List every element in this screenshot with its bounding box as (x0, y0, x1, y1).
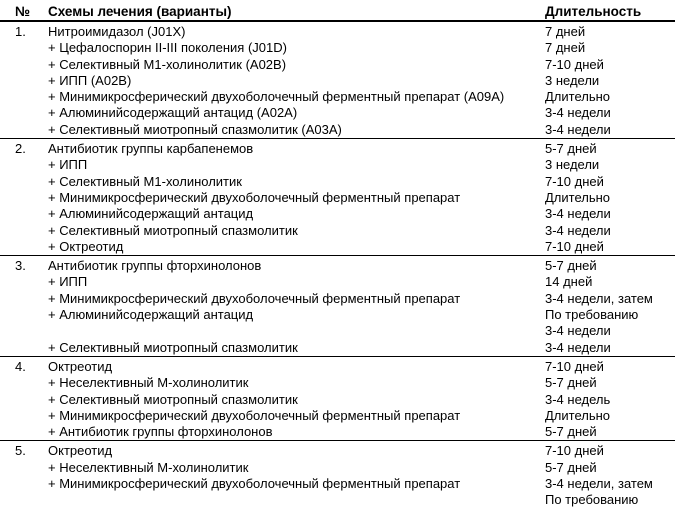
duration-cell: 5-7 дней (545, 258, 597, 274)
table-row (0, 375, 675, 391)
table-row (0, 190, 675, 206)
row-number (0, 190, 48, 206)
row-number (0, 73, 48, 89)
scheme-cell: + Антибиотик группы фторхинолонов (48, 424, 273, 440)
scheme-cell: + Селективный миотропный спазмолитик (А03А) (48, 121, 342, 137)
row-number (0, 476, 48, 492)
duration-cell: 7 дней (545, 40, 586, 56)
table-row (0, 73, 675, 89)
row-number (0, 392, 48, 408)
scheme-cell: + Алюминийсодержащий антацид (48, 307, 254, 323)
row-number: 2. (15, 141, 26, 157)
scheme-cell: + Неселективный М-холинолитик (48, 459, 249, 475)
table-row (0, 57, 675, 73)
duration-cell: 3-4 недели (545, 323, 611, 339)
duration-cell: 3-4 недели, затем (545, 290, 653, 306)
row-number: 4. (15, 358, 26, 374)
row-number (0, 307, 48, 323)
header-number: № (15, 4, 31, 19)
table-row (0, 424, 675, 440)
scheme-cell: + Алюминийсодержащий антацид (48, 206, 254, 222)
duration-cell: Длительно (545, 89, 611, 105)
row-number (0, 492, 48, 508)
row-number (0, 206, 48, 222)
table-row (0, 307, 675, 323)
duration-cell: 3 недели (545, 72, 600, 88)
row-number (0, 223, 48, 239)
table-row (0, 274, 675, 290)
scheme-cell: + Минимикросферический двухоболочечный ферментный препарат (48, 189, 461, 205)
table-row (0, 139, 675, 157)
scheme-cell: + Алюминийсодержащий антацид (А02А) (48, 105, 298, 121)
duration-cell: 7-10 дней (545, 238, 604, 254)
duration-cell: 5-7 дней (545, 141, 597, 157)
table-row (0, 476, 675, 492)
table-section (0, 22, 675, 138)
duration-cell: 7-10 дней (545, 443, 604, 459)
duration-cell: 3-4 недели (545, 105, 611, 121)
table-section (0, 356, 675, 440)
scheme-cell: + Минимикросферический двухоболочечный ферментный препарат (48, 476, 461, 492)
scheme-cell: + Неселективный М-холинолитик (48, 375, 249, 391)
scheme-cell: Антибиотик группы фторхинолонов (48, 258, 262, 274)
duration-cell: 3-4 недели, затем (545, 476, 653, 492)
duration-cell: 7-10 дней (545, 173, 604, 189)
scheme-cell: Антибиотик группы карбапенемов (48, 141, 254, 157)
row-number (0, 375, 48, 391)
row-number (0, 408, 48, 424)
scheme-cell: + ИПП (48, 157, 88, 173)
row-number (0, 291, 48, 307)
duration-cell: По требованию (545, 492, 639, 508)
table-section (0, 255, 675, 356)
scheme-cell: + Цефалоспорин II-III поколения (J01D) (48, 40, 287, 56)
scheme-cell: + Минимикросферический двухоболочечный ферментный препарат (А09А) (48, 89, 505, 105)
scheme-cell: + ИПП (48, 274, 88, 290)
row-number (0, 274, 48, 290)
table-row (0, 89, 675, 105)
table-row (0, 392, 675, 408)
row-number (0, 105, 48, 121)
header-scheme: Схемы лечения (варианты) (48, 4, 232, 19)
scheme-cell: + ИПП (А02В) (48, 72, 132, 88)
table-row (0, 408, 675, 424)
table-section (0, 138, 675, 255)
table-row (0, 323, 675, 339)
duration-cell: 14 дней (545, 274, 593, 290)
row-number (0, 239, 48, 255)
row-number: 5. (15, 443, 26, 459)
table-section (0, 440, 675, 508)
header-duration: Длительность (545, 4, 642, 19)
row-number (0, 460, 48, 476)
row-number (0, 157, 48, 173)
scheme-cell: + Селективный миотропный спазмолитик (48, 339, 298, 355)
scheme-cell: + Селективный М1-холинолитик (А02В) (48, 56, 287, 72)
row-number: 1. (15, 24, 26, 39)
table-row (0, 441, 675, 459)
table-row (0, 223, 675, 239)
scheme-cell: + Селективный миотропный спазмолитик (48, 391, 298, 407)
scheme-cell: + Селективный миотропный спазмолитик (48, 222, 298, 238)
duration-cell: 7-10 дней (545, 358, 604, 374)
scheme-cell (48, 323, 545, 339)
duration-cell: 7-10 дней (545, 56, 604, 72)
scheme-cell: + Октреотид (48, 238, 124, 254)
duration-cell: 7 дней (545, 24, 586, 39)
duration-cell: 3-4 недель (545, 391, 611, 407)
scheme-cell: + Минимикросферический двухоболочечный ферментный препарат (48, 290, 461, 306)
duration-cell: 3-4 недели (545, 206, 611, 222)
row-number (0, 89, 48, 105)
table-row (0, 357, 675, 375)
table-header-row (0, 0, 675, 22)
scheme-cell: Нитроимидазол (J01X) (48, 24, 186, 39)
scheme-cell (48, 492, 545, 508)
table-body (0, 22, 675, 509)
row-number (0, 174, 48, 190)
table-row (0, 174, 675, 190)
duration-cell: 5-7 дней (545, 375, 597, 391)
table-row (0, 105, 675, 121)
table-row (0, 22, 675, 40)
row-number (0, 57, 48, 73)
table-row (0, 340, 675, 356)
duration-cell: 3-4 недели (545, 222, 611, 238)
row-number (0, 340, 48, 356)
row-number (0, 424, 48, 440)
table-row (0, 206, 675, 222)
scheme-cell: + Селективный М1-холинолитик (48, 173, 242, 189)
duration-cell: По требованию (545, 307, 639, 323)
duration-cell: 3-4 недели (545, 339, 611, 355)
duration-cell: 3 недели (545, 157, 600, 173)
duration-cell: 5-7 дней (545, 424, 597, 440)
table-row (0, 157, 675, 173)
scheme-cell: Октреотид (48, 443, 113, 459)
scheme-cell: + Минимикросферический двухоболочечный ферментный препарат (48, 407, 461, 423)
table-row (0, 291, 675, 307)
row-number: 3. (15, 258, 26, 274)
table-row (0, 256, 675, 274)
row-number (0, 323, 48, 339)
table-row (0, 40, 675, 56)
table-row (0, 122, 675, 138)
table-row (0, 239, 675, 255)
duration-cell: Длительно (545, 407, 611, 423)
row-number (0, 122, 48, 138)
scheme-cell: Октреотид (48, 358, 113, 374)
duration-cell: Длительно (545, 189, 611, 205)
table-row (0, 460, 675, 476)
duration-cell: 5-7 дней (545, 459, 597, 475)
row-number (0, 40, 48, 56)
table-row (0, 492, 675, 508)
duration-cell: 3-4 недели (545, 121, 611, 137)
